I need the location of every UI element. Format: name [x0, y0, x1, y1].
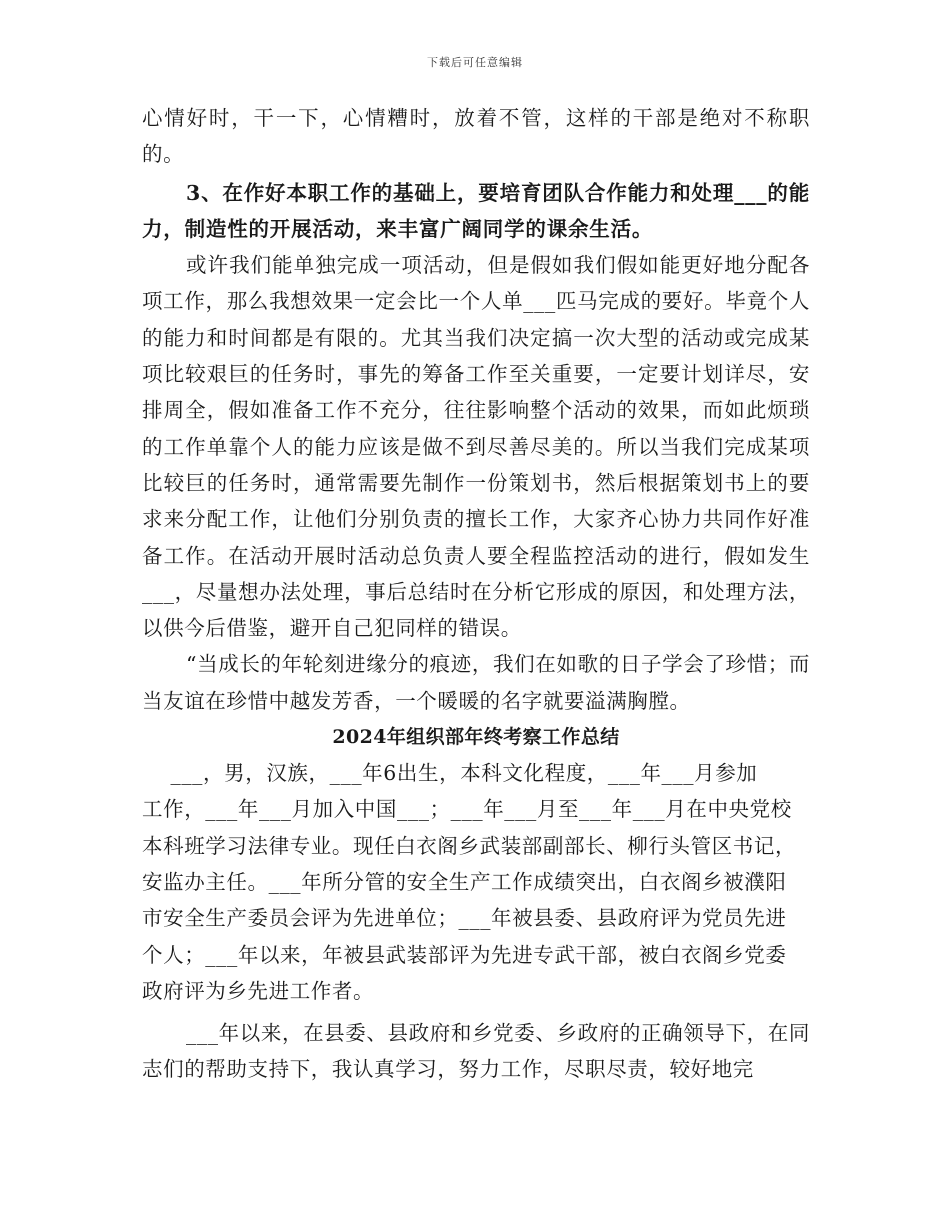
info-line: 本科班学习法律专业。现任白衣阁乡武装部副部长、柳行头管区书记，	[142, 833, 797, 858]
section-title: 2024年组织部年终考察工作总结	[332, 726, 620, 749]
info-line: 市安全生产委员会评为先进单位；___年被县委、县政府评为党员先进	[142, 906, 787, 931]
document-body	[142, 100, 810, 1088]
info-line: 安监办主任。___年所分管的安全生产工作成绩突出，白衣阁乡被濮阳	[142, 869, 787, 894]
paragraph-3: 或许我们能单独完成一项活动，但是假如我们假如能更好地分配各项工作，那么我想效果一定会比一个人单___匹马完成的要好。毕竟个人的能力和时间都是有限的。尤其当我们决定搞一次大型的活动或完成某项比较艰巨的任务时，事先的筹备工作至关重要，一定要计划详尽，安排周全，假如准备工作不充分，往往影响整个活动的效果，而如此烦琐的工作单靠个人的能力应该是做不到尽善尽美的。所以当我们完成某项比较巨的任务时，通常需要先制作一份策划书，然后根据策划书上的要求来分配工作，让他们分别负责的擅长工作，大家齐心协力共同作好准备工作。在活动开展时活动总负责人要全程监控活动的进行，假如发生___，尽量想办法处理，事后总结时在分析它形成的原因，和处理方法，以供今后借鉴，避开自己犯同样的错误。	[142, 253, 810, 641]
info-line: 工作，___年___月加入中国___；___年___月至___年___月在中央党校	[142, 797, 792, 822]
page-header-note: 下载后可任意编辑	[427, 56, 523, 69]
paragraph-last: ___年以来，在县委、县政府和乡党委、乡政府的正确领导下，在同志们的帮助支持下，我认真学习，努力工作，尽职尽责，较好地完	[142, 1021, 810, 1082]
info-line: 个人；___年以来，年被县武装部评为先进专武干部，被白衣阁乡党委	[142, 942, 787, 967]
personal-info-block	[142, 755, 810, 1009]
paragraph-1: 心情好时，干一下，心情糟时，放着不管，这样的干部是绝对不称职的。	[142, 106, 810, 167]
paragraph-quote: “当成长的年轮刻进缘分的痕迹，我们在如歌的日子学会了珍惜；而当友谊在珍惜中越发芳香，一个暖暖的名字就要溢满胸膛。	[142, 652, 810, 713]
paragraph-2-heading: 3、在作好本职工作的基础上，要培育团队合作能力和处理___的能力，制造性的开展活动，来丰富广阔同学的课余生活。	[142, 180, 810, 241]
info-line: 政府评为乡先进工作者。	[142, 978, 375, 1003]
info-line: ___，男，汉族，___年6出生，本科文化程度，___年___月参加	[142, 761, 758, 786]
